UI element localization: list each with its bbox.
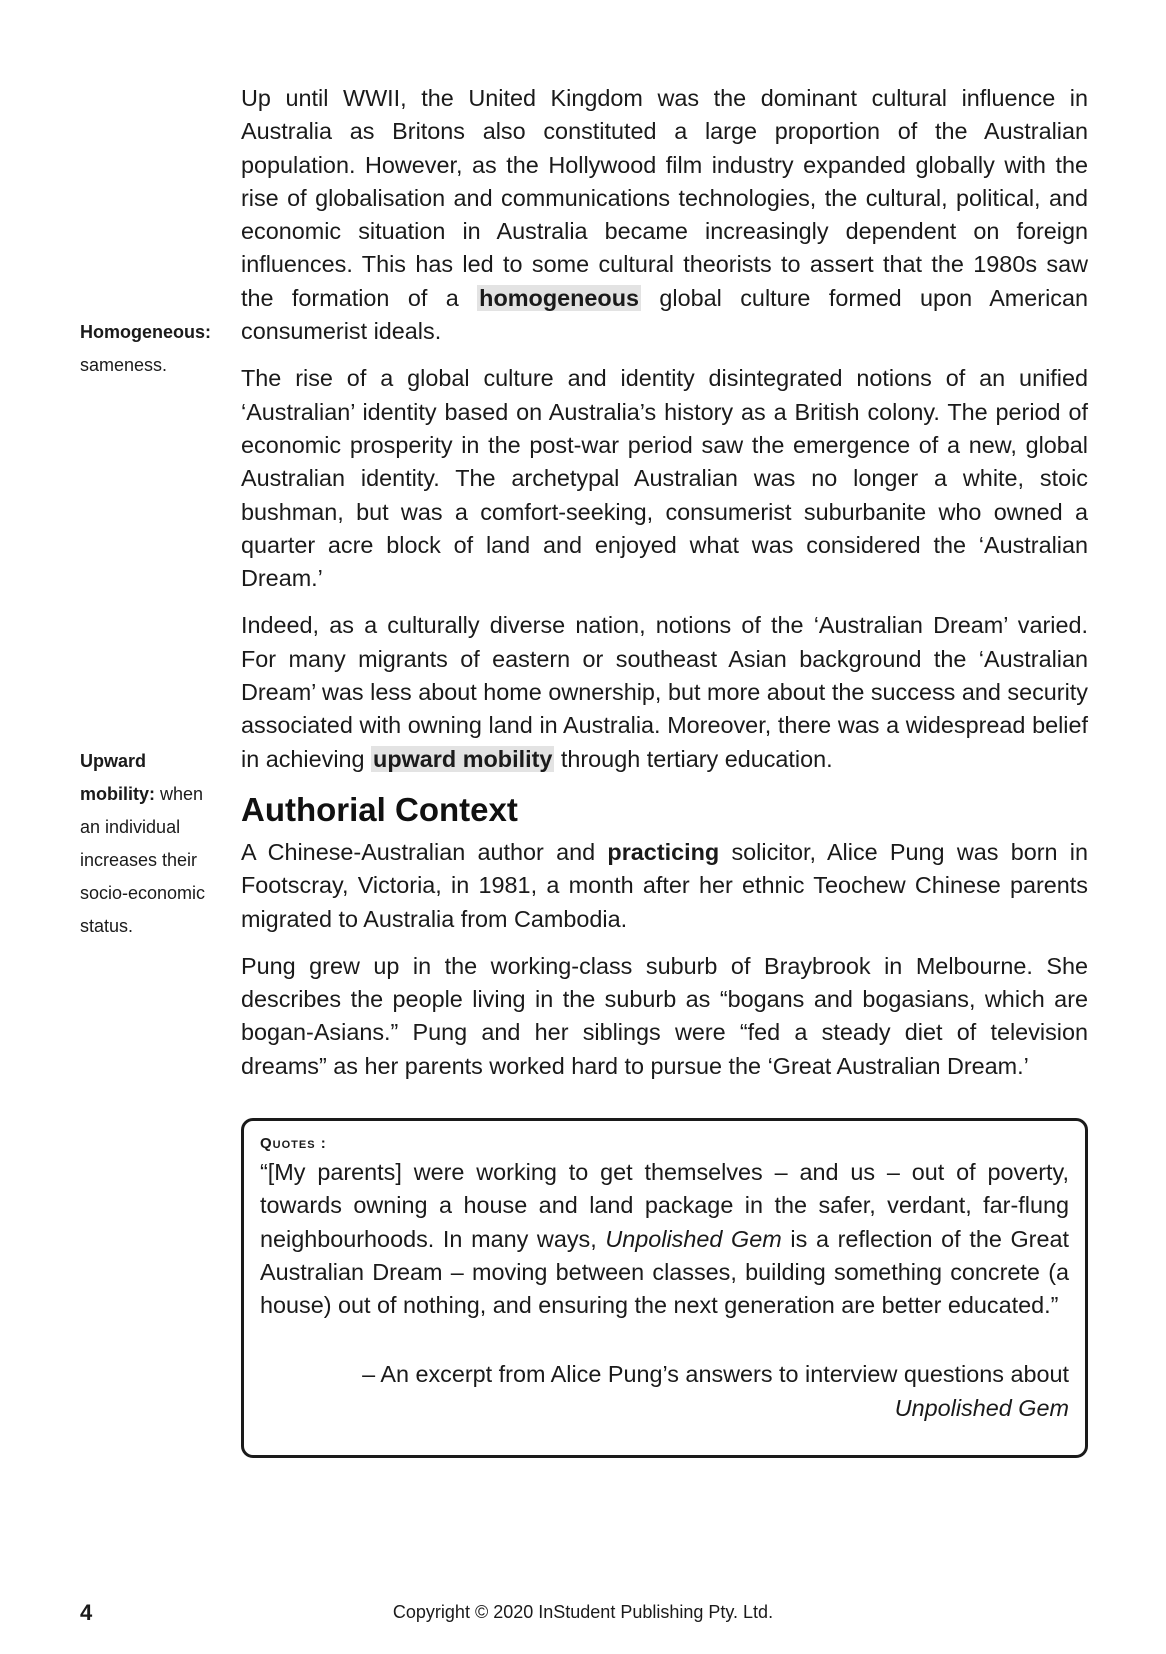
quote-box <box>241 1118 1088 1458</box>
paragraph-text: solicitor, Alice Pung was born in Footscray, Victoria, in 1981, a month after her ethnic Teochew Chinese parents migrated to Australia from Cambodia. <box>241 838 1089 932</box>
margin-note-upward-mobility <box>80 745 225 943</box>
highlight-homogeneous: homogeneous <box>479 284 639 311</box>
main-content <box>241 82 1088 1097</box>
paragraph-global-culture: The rise of a global culture and identity disintegrated notions of an unified ‘Australian’ identity based on Australia’s history as a British colony. The period of economic prosperity in the post-war period saw the emergence of a new, global Australian identity. The archetypal Australian was no longer a white, stoic bushman, but was a comfort-seeking, consumerist suburbanite who owned a quarter acre block of land and enjoyed what was considered the ‘Australian Dream.’ <box>241 365 1088 592</box>
copyright-notice: Copyright © 2020 InStudent Publishing Pty. Ltd. <box>392 1602 774 1622</box>
paragraph-australian-dream <box>241 609 1088 775</box>
paragraph-braybrook: Pung grew up in the working-class suburb of Braybrook in Melbourne. She describes the people living in the suburb as “bogans and bogasians, which are bogan-Asians.” Pung and her siblings were “fed a steady diet of television dreams” as her parents worked hard to pursue the ‘Great Australian Dream.’ <box>241 952 1088 1079</box>
quote-text-part: is a reflection of the Great Australian Dream – moving between classes, building something concrete (a house) out of nothing, and ensuring the next generation are better educated.” <box>260 1225 1069 1319</box>
quote-attribution <box>260 1358 1069 1425</box>
margin-note-term: Homogeneous: <box>80 322 212 342</box>
bold-practicing: practicing <box>607 838 720 865</box>
margin-note-term: Upward mobility: <box>80 751 155 804</box>
quote-book-title: Unpolished Gem <box>605 1225 782 1252</box>
paragraph-author-bio <box>241 836 1088 936</box>
paragraph-text: global culture formed upon American consumerist ideals. <box>241 284 1088 345</box>
section-heading-authorial-context: Authorial Context <box>241 790 518 828</box>
quote-attribution-text: – An excerpt from Alice Pung’s answers to interview questions about <box>362 1361 1069 1388</box>
quote-label: Quotes : <box>260 1135 327 1152</box>
paragraph-text: A Chinese-Australian author and <box>241 838 608 865</box>
page-number: 4 <box>80 1600 93 1625</box>
quote-text <box>260 1156 1069 1322</box>
margin-note-definition: sameness. <box>80 355 168 375</box>
paragraph-text: Up until WWII, the United Kingdom was the dominant cultural influence in Australia as Britons also constituted a large proportion of the Australian population. However, as the Hollywood film industry expanded globally with the rise of globalisation and communications technologies, the cultural, political, and economic situation in Australia became increasingly dependent on foreign influences. This has led to some cultural theorists to assert that the 1980s saw the formation of a <box>241 85 1088 311</box>
quote-attribution-title: Unpolished Gem <box>894 1394 1069 1421</box>
paragraph-text: through tertiary education. <box>554 745 833 772</box>
margin-note-homogeneous <box>80 316 225 382</box>
highlight-upward-mobility: upward mobility <box>373 745 553 772</box>
paragraph-uk-influence <box>241 82 1088 348</box>
quote-text-part: “[My parents] were working to get themselves – and us – out of poverty, towards owning a house and land package in the safer, verdant, far-flung neighbourhoods. In many ways, <box>260 1159 1069 1252</box>
paragraph-text: Indeed, as a culturally diverse nation, notions of the ‘Australian Dream’ varied. For many migrants of eastern or southeast Asian background the ‘Australian Dream’ was less about home ownership, but more about the success and security associated with owning land in Australia. Moreover, there was a widespread belief in achieving <box>241 612 1088 772</box>
margin-note-definition: when an individual increases their socio-economic status. <box>80 784 206 936</box>
